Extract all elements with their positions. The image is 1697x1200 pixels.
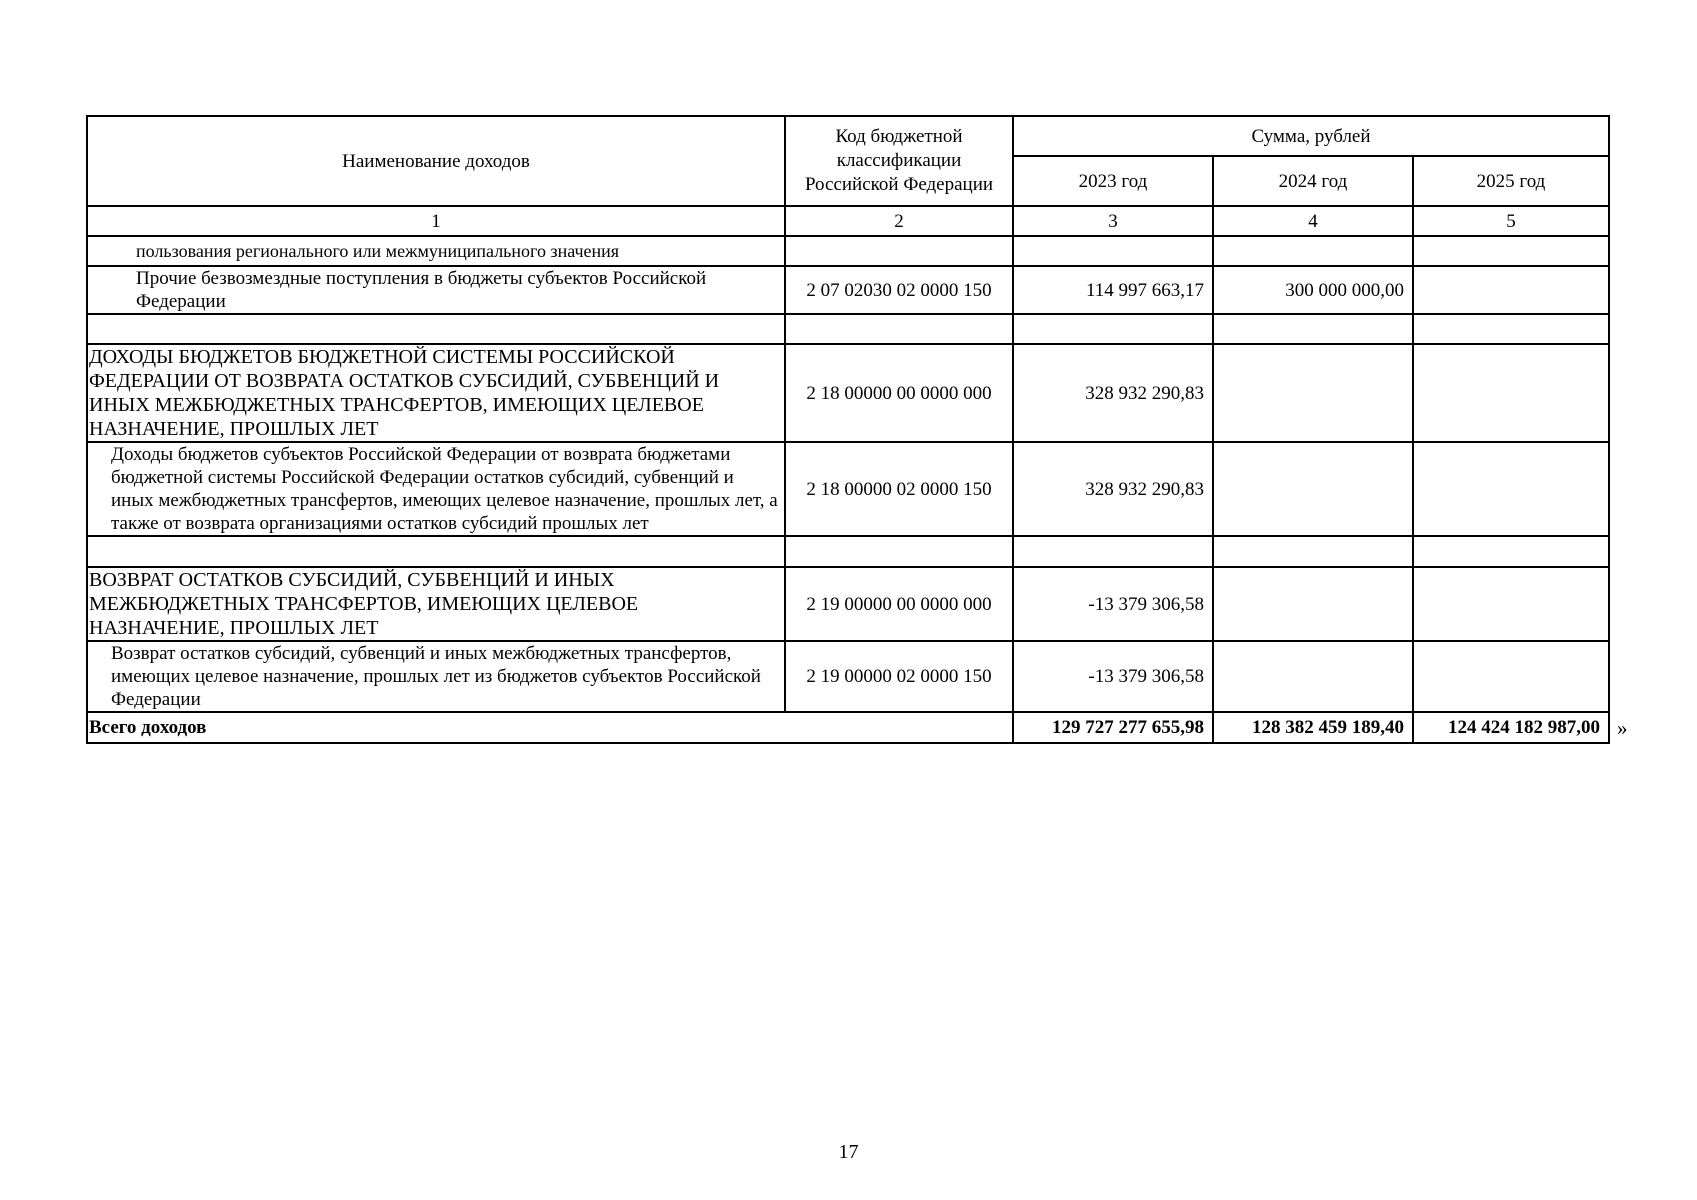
total-2025: 124 424 182 987,00 (1413, 712, 1609, 743)
amount-2025 (1413, 266, 1609, 314)
amount-2024 (1213, 567, 1413, 641)
total-2024: 128 382 459 189,40 (1213, 712, 1413, 743)
header-sum: Сумма, рублей (1013, 116, 1609, 156)
budget-code: 2 18 00000 00 0000 000 (785, 344, 1013, 442)
budget-code: 2 07 02030 02 0000 150 (785, 266, 1013, 314)
page-number: 17 (838, 1141, 859, 1163)
amount-2024 (1213, 442, 1413, 536)
table-row (87, 236, 1609, 266)
column-number: 4 (1213, 206, 1413, 236)
column-number: 5 (1413, 206, 1609, 236)
revenue-name (87, 314, 785, 344)
budget-code (785, 536, 1013, 567)
amount-2024 (1213, 314, 1413, 344)
amount-2024 (1213, 641, 1413, 712)
budget-code: 2 19 00000 02 0000 150 (785, 641, 1013, 712)
closing-quote: » (1617, 716, 1628, 740)
column-number-row (87, 206, 1609, 236)
amount-2023: 328 932 290,83 (1013, 344, 1213, 442)
header-row (87, 116, 1609, 156)
amount-2025 (1413, 567, 1609, 641)
total-label: Всего доходов (87, 712, 1013, 743)
amount-2025 (1413, 536, 1609, 567)
amount-2023: -13 379 306,58 (1013, 641, 1213, 712)
revenue-table (86, 115, 1610, 744)
revenue-name: Прочие безвозмездные поступления в бюджеты субъектов Российской Федерации (87, 266, 785, 314)
amount-2025 (1413, 314, 1609, 344)
revenue-name: пользования регионального или межмуниципального значения (87, 236, 785, 266)
table-row (87, 567, 1609, 641)
amount-2023: 328 932 290,83 (1013, 442, 1213, 536)
budget-code (785, 236, 1013, 266)
table-row (87, 314, 1609, 344)
budget-code (785, 314, 1013, 344)
amount-2024 (1213, 536, 1413, 567)
amount-2025 (1413, 344, 1609, 442)
revenue-name: ВОЗВРАТ ОСТАТКОВ СУБСИДИЙ, СУБВЕНЦИЙ И ИНЫХ МЕЖБЮДЖЕТНЫХ ТРАНСФЕРТОВ, ИМЕЮЩИХ ЦЕЛЕВОЕ НАЗНАЧЕНИЕ, ПРОШЛЫХ ЛЕТ (87, 567, 785, 641)
amount-2024: 300 000 000,00 (1213, 266, 1413, 314)
amount-2025 (1413, 442, 1609, 536)
table-row (87, 641, 1609, 712)
amount-2025 (1413, 236, 1609, 266)
budget-code: 2 18 00000 02 0000 150 (785, 442, 1013, 536)
amount-2023 (1013, 236, 1213, 266)
table-row (87, 536, 1609, 567)
column-number: 3 (1013, 206, 1213, 236)
header-code: Код бюджетной классификации Российской Федерации (785, 116, 1013, 206)
table-row (87, 266, 1609, 314)
table-row (87, 344, 1609, 442)
revenue-name: ДОХОДЫ БЮДЖЕТОВ БЮДЖЕТНОЙ СИСТЕМЫ РОССИЙСКОЙ ФЕДЕРАЦИИ ОТ ВОЗВРАТА ОСТАТКОВ СУБСИДИЙ, СУБВЕНЦИЙ И ИНЫХ МЕЖБЮДЖЕТНЫХ ТРАНСФЕРТОВ, ИМЕЮЩИХ ЦЕЛЕВОЕ НАЗНАЧЕНИЕ, ПРОШЛЫХ ЛЕТ (87, 344, 785, 442)
amount-2023: -13 379 306,58 (1013, 567, 1213, 641)
column-number: 1 (87, 206, 785, 236)
column-number: 2 (785, 206, 1013, 236)
amount-2025 (1413, 641, 1609, 712)
header-year-2023: 2023 год (1013, 156, 1213, 206)
amount-2024 (1213, 236, 1413, 266)
budget-code: 2 19 00000 00 0000 000 (785, 567, 1013, 641)
amount-2023 (1013, 314, 1213, 344)
table-row (87, 442, 1609, 536)
header-year-2024: 2024 год (1213, 156, 1413, 206)
amount-2023: 114 997 663,17 (1013, 266, 1213, 314)
revenue-name: Доходы бюджетов субъектов Российской Федерации от возврата бюджетами бюджетной системы Российской Федерации остатков субсидий, субвенций и иных межбюджетных трансфертов, имеющих целевое назначение, прошлых лет, а также от возврата организациями остатков субсидий прошлых лет (87, 442, 785, 536)
amount-2024 (1213, 344, 1413, 442)
total-2023: 129 727 277 655,98 (1013, 712, 1213, 743)
total-row (87, 712, 1609, 743)
revenue-name (87, 536, 785, 567)
header-name: Наименование доходов (87, 116, 785, 206)
revenue-name: Возврат остатков субсидий, субвенций и иных межбюджетных трансфертов, имеющих целевое назначение, прошлых лет из бюджетов субъектов Российской Федерации (87, 641, 785, 712)
header-year-2025: 2025 год (1413, 156, 1609, 206)
amount-2023 (1013, 536, 1213, 567)
